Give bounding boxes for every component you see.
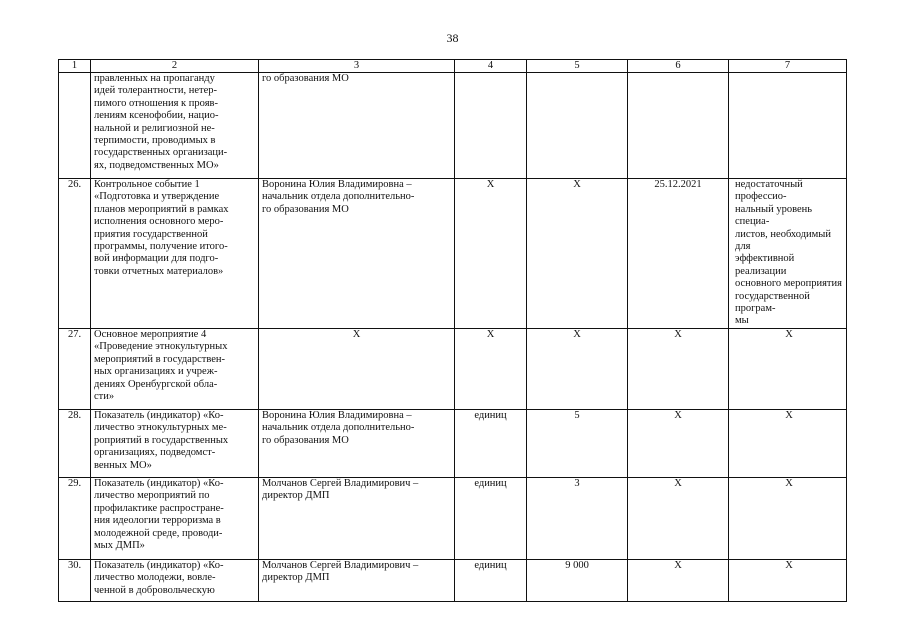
header-cell: 6 [628, 60, 729, 73]
value-cell: 5 [527, 409, 628, 477]
header-row [59, 60, 847, 73]
unit-cell [455, 73, 527, 179]
row-number: 30. [59, 559, 91, 601]
unit-cell: единиц [455, 559, 527, 601]
risk-cell: Х [729, 559, 847, 601]
measure-cell: Контрольное событие 1 «Подготовка и утверждение планов мероприятий в рамках исполнения основного меро- приятия государственной программы, получение итого- вой информации для подго- товки отчетных материалов» [91, 179, 259, 329]
risk-cell [729, 73, 847, 179]
row-number: 29. [59, 477, 91, 559]
header-cell: 4 [455, 60, 527, 73]
header-cell: 3 [259, 60, 455, 73]
risk-cell: Х [729, 409, 847, 477]
unit-cell: Х [455, 179, 527, 329]
value-cell: 9 000 [527, 559, 628, 601]
plan-table [58, 59, 847, 602]
table-row [59, 409, 847, 477]
header-cell: 7 [729, 60, 847, 73]
responsible-cell: Воронина Юлия Владимировна – начальник отдела дополнительно- го образования МО [259, 409, 455, 477]
table-row [59, 73, 847, 179]
row-number [59, 73, 91, 179]
row-number: 26. [59, 179, 91, 329]
responsible-cell: Молчанов Сергей Владимирович – директор ДМП [259, 559, 455, 601]
table-row [59, 179, 847, 329]
responsible-cell: Воронина Юлия Владимировна – начальник отдела дополнительно- го образования МО [259, 179, 455, 329]
row-number: 28. [59, 409, 91, 477]
header-cell: 1 [59, 60, 91, 73]
unit-cell: единиц [455, 409, 527, 477]
measure-cell: Показатель (индикатор) «Ко- личество молодежи, вовле- ченной в добровольческую [91, 559, 259, 601]
deadline-cell: Х [628, 559, 729, 601]
unit-cell: единиц [455, 477, 527, 559]
deadline-cell [628, 73, 729, 179]
value-cell [527, 73, 628, 179]
risk-cell: недостаточный профессио- нальный уровень специа- листов, необходимый для эффективной реализации основного мероприятия государственной програм- мы [729, 179, 847, 329]
header-cell: 2 [91, 60, 259, 73]
table-row [59, 328, 847, 409]
table-row [59, 559, 847, 601]
deadline-cell: Х [628, 477, 729, 559]
value-cell: Х [527, 179, 628, 329]
deadline-cell: Х [628, 328, 729, 409]
deadline-cell: Х [628, 409, 729, 477]
page-number: 38 [446, 31, 459, 45]
value-cell: 3 [527, 477, 628, 559]
measure-cell: Показатель (индикатор) «Ко- личество этнокультурных ме- роприятий в государственных организациях, подведомст- венных МО» [91, 409, 259, 477]
risk-cell: Х [729, 477, 847, 559]
header-cell: 5 [527, 60, 628, 73]
unit-cell: Х [455, 328, 527, 409]
row-number: 27. [59, 328, 91, 409]
measure-cell: Основное мероприятие 4 «Проведение этнокультурных мероприятий в государствен- ных организациях и учреж- дениях Оренбургской обла- сти» [91, 328, 259, 409]
value-cell: Х [527, 328, 628, 409]
responsible-cell: Молчанов Сергей Владимирович – директор ДМП [259, 477, 455, 559]
responsible-cell: Х [259, 328, 455, 409]
risk-cell: Х [729, 328, 847, 409]
measure-cell: правленных на пропаганду идей толерантности, нетер- пимого отношения к прояв- лениям ксенофобии, нацио- нальной и религиозной не- терпимости, проводимых в государственных организаци- ях, подведомственных МО» [91, 73, 259, 179]
table-row [59, 477, 847, 559]
responsible-cell: го образования МО [259, 73, 455, 179]
measure-cell: Показатель (индикатор) «Ко- личество мероприятий по профилактике распростране- ния идеологии терроризма в молодежной среде, проводи- мых ДМП» [91, 477, 259, 559]
deadline-cell: 25.12.2021 [628, 179, 729, 329]
